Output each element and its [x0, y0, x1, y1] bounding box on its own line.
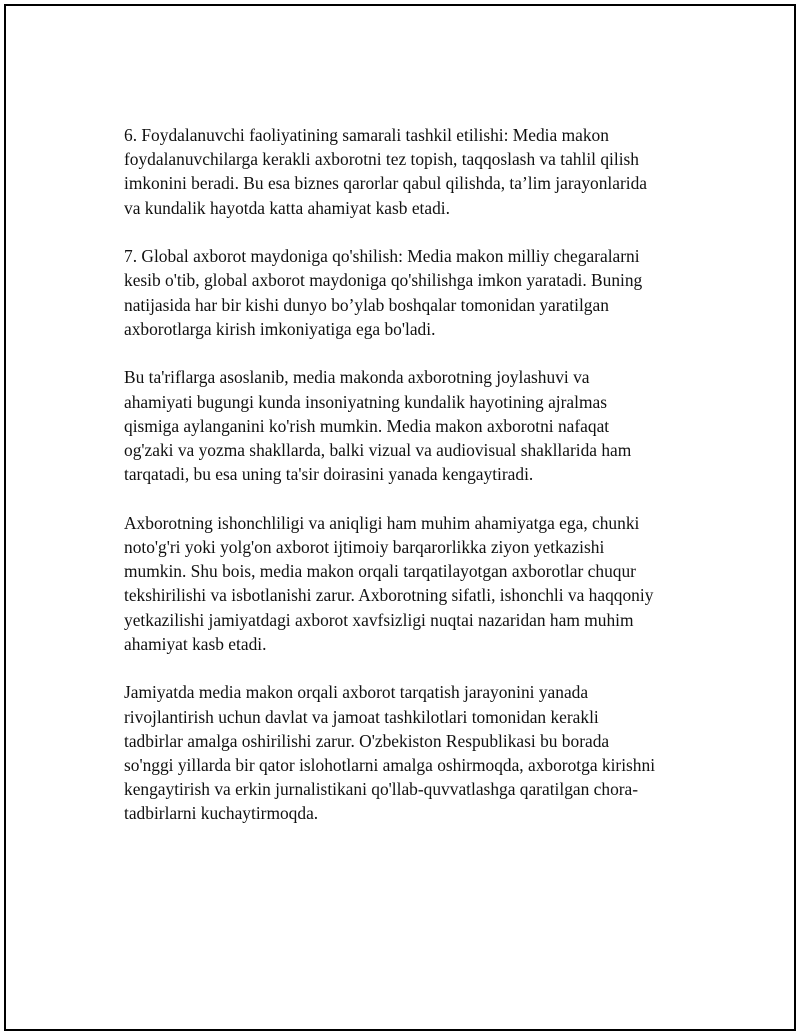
paragraph-user-activity: 6. Foydalanuvchi faoliyatining samarali tashkil etilishi: Media makon foydalanuvchilarga kerakli axborotni tez topish, taqqoslash va tahlil qilish imkonini beradi. Bu esa biznes qarorlar qabul qilishda, ta’lim jarayonlarida va kundalik hayotda katta ahamiyat kasb etadi.: [124, 125, 648, 218]
paragraph-global-info-space: 7. Global axborot maydoniga qo'shilish: Media makon milliy chegaralarni kesib o'tib, global axborot maydoniga qo'shilishga imkon yaratadi. Buning natijasida har bir kishi dunyo bo’ylab boshqalar tomonidan yaratilgan axborotlarga kirish imkoniyatiga ega bo'ladi.: [124, 246, 643, 339]
page-frame: [4, 4, 796, 1031]
paragraph-information-reliability: Axborotning ishonchliligi va aniqligi ham muhim ahamiyatga ega, chunki noto'g'ri yoki yolg'on axborot ijtimoiy barqarorlikka ziyon yetkazishi mumkin. Shu bois, media makon orqali tarqatilayotgan axborotlar chuqur tekshirilishi va isbotlanishi zarur. Axborotning sifatli, ishonchli va haqqoniy yetkazilishi jamiyatdagi axborot xavfsizligi nuqtai nazaridan ham muhim ahamiyat kasb etadi.: [124, 512, 654, 654]
paragraph-media-space-role: Bu ta'riflarga asoslanib, media makonda axborotning joylashuvi va ahamiyati bugungi kunda insoniyatning kundalik hayotining ajralmas qismiga aylanganini ko'rish mumkin. Media makon axborotni nafaqat og'zaki va yozma shakllarda, balki vizual va audiovisual shakllarida ham tarqatadi, bu esa uning ta'sir doirasini yanada kengaytiradi.: [124, 367, 632, 485]
document-body: [124, 123, 704, 850]
paragraph-state-reforms: Jamiyatda media makon orqali axborot tarqatish jarayonini yanada rivojlantirish uchun davlat va jamoat tashkilotlari tomonidan kerakli tadbirlar amalga oshirilishi zarur. O'zbekiston Respublikasi bu borada so'nggi yillarda bir qator islohotlarni amalga oshirmoqda, axborotga kirishni kengaytirish va erkin jurnalistikani qo'llab-quvvatlashga qaratilgan chora- tadbirlarni kuchaytirmoqda.: [124, 682, 656, 824]
